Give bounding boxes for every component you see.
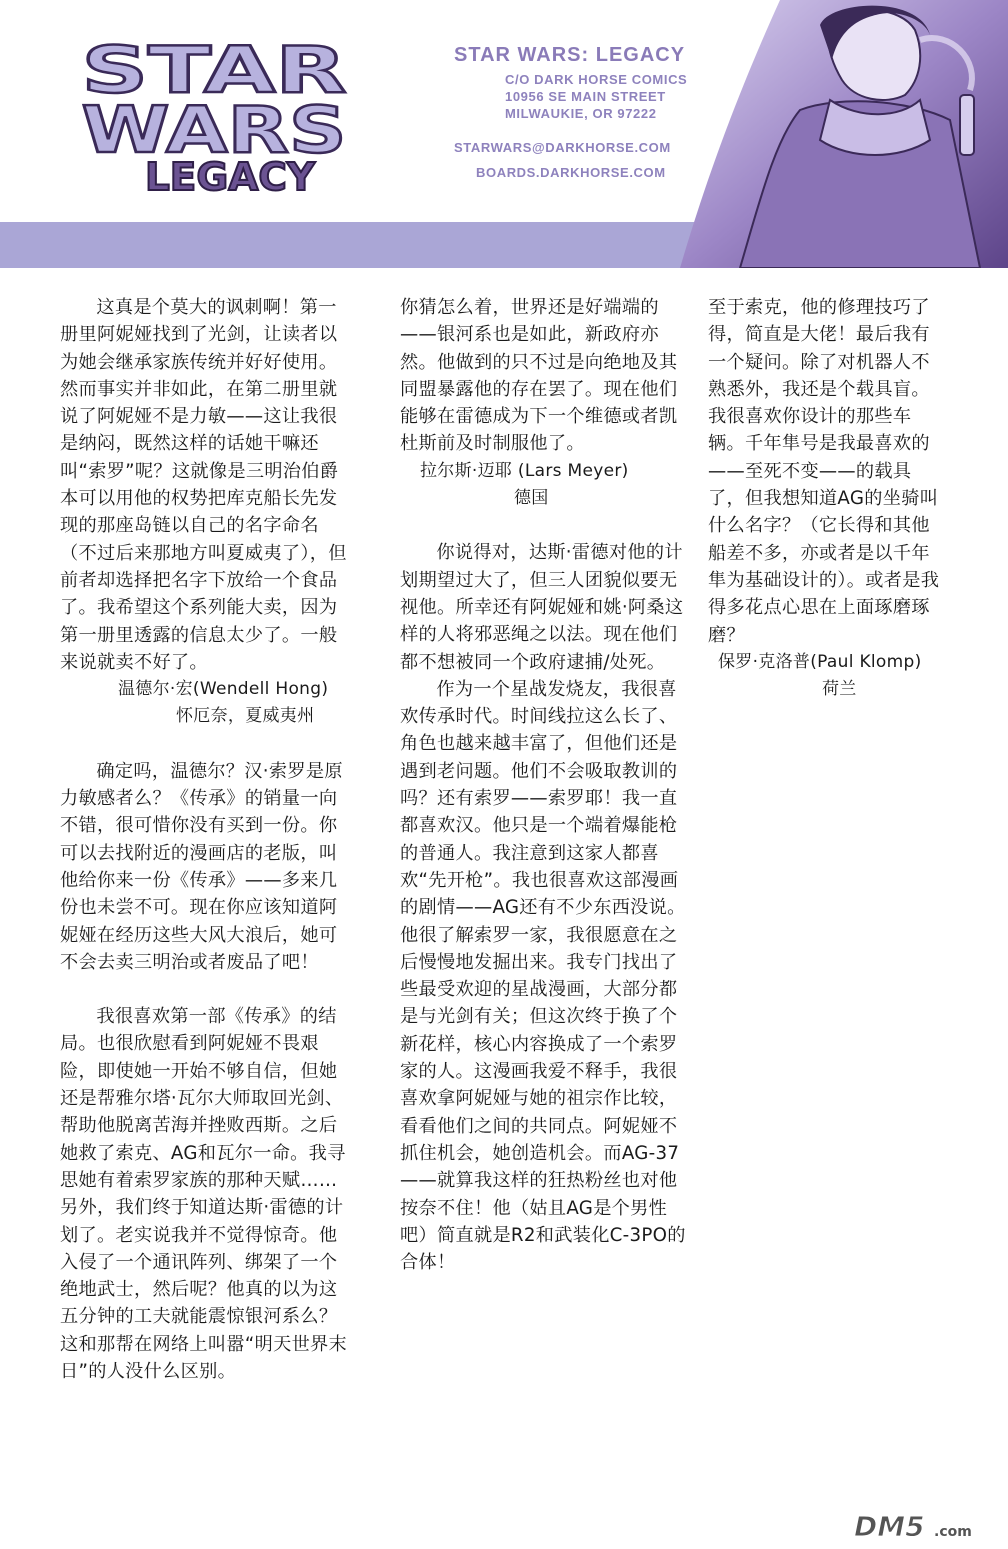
letter-wendell-hong: 这真是个莫大的讽刺啊！第一册里阿妮娅找到了光剑，让读者以为她会继承家族传统并好好使用。然而事实并非如此，在第二册里就说了阿妮娅不是力敏——这让我很是纳闷，既然这样的话她干嘛还叫“索罗”呢？这就像是三明治伯爵本可以用他的权势把库克船长先发现的那座岛链以自己的名字命名（不过后来那地方叫夏威夷了），但前者却选择把名字下放给一个食品了。我希望这个系列能大卖，因为第一册里透露的信息太少了。一般来说就卖不好了。 bbox=[60, 297, 347, 673]
letters-column-1 bbox=[60, 294, 354, 1385]
logo-wars: WARS bbox=[81, 94, 347, 168]
letter-ending-review: 我很喜欢第一部《传承》的结局。也很欣慰看到阿妮娅不畏艰险，即使她一开始不够自信，但她还是帮雅尔塔·瓦尔大师取回光剑、帮助他脱离苦海并挫败西斯。之后她救了索克、AG和瓦尔一命。我寻思她有着索罗家族的那种天赋……另外，我们终于知道达斯·雷德的计划了。老实说我并不觉得惊奇。他入侵了一个通讯阵列、绑架了一个绝地武士，然后呢？他真的以为这五分钟的工夫就能震惊银河系么？这和那帮在网络上叫嚣“明天世界末日”的人没什么区别。 bbox=[60, 1006, 348, 1382]
dm5-watermark bbox=[852, 1508, 992, 1542]
editor-reply-2: 你说得对，达斯·雷德对他的计划期望过大了，但三人团貌似要无视他。所幸还有阿妮娅和姚·阿桑这样的人将邪恶绳之以法。现在他们都不想被同一个政府逮捕/处死。 bbox=[400, 542, 684, 673]
letters-header bbox=[0, 0, 1008, 268]
logo-star: STAR bbox=[81, 34, 347, 108]
letters-column-2 bbox=[400, 294, 694, 1276]
logo-legacy: LEGACY bbox=[145, 155, 316, 199]
star-wars-legacy-logo bbox=[72, 30, 357, 200]
signature-place: 怀厄奈，夏威夷州 bbox=[176, 706, 315, 727]
address-line-3: MILWAUKIE, OR 97222 bbox=[505, 106, 657, 121]
letter-continued: 至于索克，他的修理技巧了得，简直是大佬！最后我有一个疑问。除了对机器人不熟悉外，我还是个载具盲。我很喜欢你设计的那些车辆。千年隼号是我最喜欢的——至死不变——的载具了，但我想知道AG的坐骑叫什么名字？（它长得和其他船差不多，亦或者是以千年隼为基础设计的）。或者是我得多花点心思在上面琢磨琢磨？ bbox=[708, 297, 940, 646]
mailing-address bbox=[454, 44, 714, 180]
email-address[interactable]: STARWARS@DARKHORSE.COM bbox=[454, 140, 671, 155]
address-line-1: C/O DARK HORSE COMICS bbox=[505, 72, 688, 87]
website-address[interactable]: BOARDS.DARKHORSE.COM bbox=[476, 165, 666, 180]
letter-continued: 你猜怎么着，世界还是好端端的——银河系也是如此，新政府亦然。他做到的只不过是向绝地及其同盟暴露他的存在罢了。现在他们能够在雷德成为下一个维德或者凯杜斯前及时制服他了。 bbox=[400, 297, 678, 455]
watermark-suffix: .com bbox=[934, 1524, 972, 1540]
editor-reply-1: 确定吗，温德尔？汉·索罗是原力敏感者么？《传承》的销量一向不错，很可惜你没有买到一份。你可以去找附近的漫画店的老版，叫他给你来一份《传承》——多来几份也未尝不可。现在你应该知道阿妮娅在经历这些大风大浪后，她可不会去卖三明治或者废品了吧！ bbox=[60, 760, 343, 973]
watermark-logo: DM5 bbox=[854, 1510, 925, 1542]
letters-column-3 bbox=[708, 294, 946, 703]
signature-place: 荷兰 bbox=[822, 679, 857, 700]
address-line-2: 10956 SE MAIN STREET bbox=[505, 89, 666, 104]
letter-fan-review: 作为一个星战发烧友，我很喜欢传承时代。时间线拉这么长了、角色也越来越丰富了，但他们还是遇到老问题。他们不会吸取教训的吗？还有索罗——索罗耶！我一直都喜欢汉。他只是一个端着爆能枪的普通人。我注意到这家人都喜欢“先开枪”。我也很喜欢这部漫画的剧情——AG还有不少东西没说。他很了解索罗一家，我很愿意在之后慢慢地发掘出来。我专门找出了些最受欢迎的星战漫画，大部分都是与光剑有关；但这次终于换了个新花样，核心内容换成了一个索罗家的人。这漫画我爱不释手，我很喜欢拿阿妮娅与她的祖宗作比较，看看他们之间的共同点。阿妮娅不抓住机会，她创造机会。而AG-37——就算我这样的狂热粉丝也对他按奈不住！他（姑且AG是个男性吧）简直就是R2和武装化C-3PO的合体！ bbox=[400, 678, 686, 1274]
signature-name: 保罗·克洛普(Paul Klomp) bbox=[718, 651, 922, 672]
signature-place: 德国 bbox=[514, 488, 549, 509]
signature-name: 拉尔斯·迈耶 (Lars Meyer) bbox=[420, 460, 629, 481]
address-title: STAR WARS: LEGACY bbox=[454, 44, 686, 66]
character-illustration bbox=[680, 0, 1008, 268]
signature-name: 温德尔·宏(Wendell Hong) bbox=[118, 679, 329, 700]
